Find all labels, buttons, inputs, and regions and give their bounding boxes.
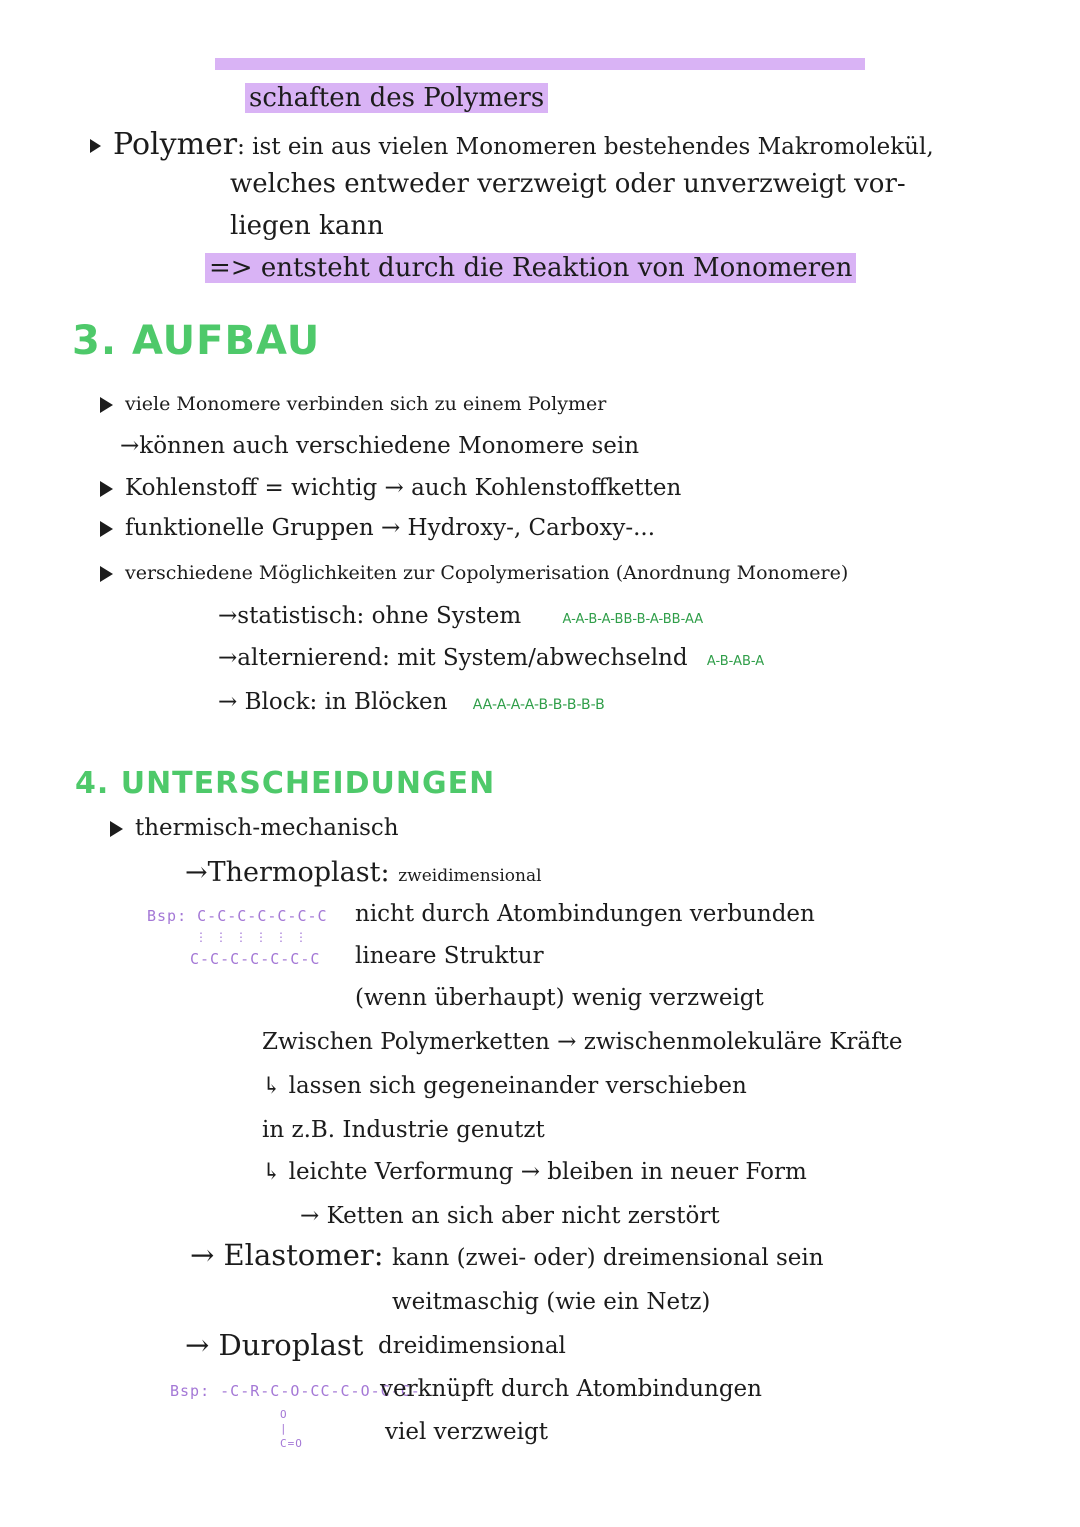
section-4-heading: 4. UNTERSCHEIDUNGEN <box>75 766 496 801</box>
thermo-point-2: lineare Struktur <box>355 943 544 969</box>
thermoplast-dim: zweidimensional <box>398 866 542 886</box>
polymer-def-3: liegen kann <box>230 211 384 241</box>
thermo-chain-1: C-C-C-C-C-C-C <box>197 907 328 925</box>
bullet-icon <box>100 481 113 497</box>
aufbau-item-1: viele Monomere verbinden sich zu einem Polymer <box>100 394 606 415</box>
bsp-label: Bsp: <box>147 907 188 925</box>
thermo-point-6: in z.B. Industrie genutzt <box>262 1117 545 1143</box>
bullet-icon <box>100 566 113 582</box>
copolymer-example-statistisch: A-A-B-A-BB-B-A-BB-AA <box>562 612 704 627</box>
elastomer-point-1: kann (zwei- oder) dreimensional sein <box>392 1245 824 1271</box>
thermo-point-3: (wenn überhaupt) wenig verzweigt <box>355 985 764 1011</box>
polymer-result: => entsteht durch die Reaktion von Monomeren <box>205 253 856 283</box>
thermo-point-4: Zwischen Polymerketten → zwischenmolekuläre Kräfte <box>262 1029 903 1055</box>
highlight-tail-line <box>245 84 548 113</box>
bullet-icon <box>100 397 113 413</box>
section-3-heading: 3. AUFBAU <box>72 318 321 364</box>
copolymer-alternierend: →alternierend: mit System/abwechselnd A-B-AB-A <box>218 645 765 671</box>
bsp-label: Bsp: <box>170 1382 211 1400</box>
aufbau-item-5: verschiedene Möglichkeiten zur Copolymerisation (Anordnung Monomere) <box>100 563 848 584</box>
thermo-point-7: ↳ leichte Verformung → bleiben in neuer Form <box>262 1159 807 1185</box>
thermo-point-8: → Ketten an sich aber nicht zerstört <box>300 1203 720 1229</box>
thermoplast-line: →Thermoplast: zweidimensional <box>185 857 542 888</box>
duro-point-3: viel verzweigt <box>385 1419 548 1445</box>
aufbau-item-3: Kohlenstoff = wichtig → auch Kohlenstoffketten <box>100 476 681 501</box>
polymer-def-1: : ist ein aus vielen Monomeren bestehendes Makromolekül, <box>237 134 934 160</box>
thermo-example-row-1 <box>147 907 328 925</box>
duro-chain: -C-R-C-O-CC-C-O-C-C- <box>220 1382 421 1400</box>
copolymer-example-alternierend: A-B-AB-A <box>706 654 765 669</box>
thermo-example-dots: ⋮⋮⋮⋮⋮⋮ <box>195 930 315 944</box>
polymer-def-2: welches entweder verzweigt oder unverzweigt vor- <box>230 169 906 199</box>
highlight-strip <box>215 58 865 70</box>
bullet-icon <box>110 821 123 837</box>
copolymer-statistisch: →statistisch: ohne System A-A-B-A-BB-B-A-BB-AA <box>218 603 704 629</box>
copolymer-example-block: AA-A-A-A-B-B-B-B-B <box>472 697 605 713</box>
thermo-example-row-2: C-C-C-C-C-C-C <box>190 950 321 968</box>
elastomer-label: → Elastomer: <box>190 1238 384 1272</box>
duro-point-1: dreidimensional <box>378 1333 566 1359</box>
copolymer-block: → Block: in Blöcken AA-A-A-A-B-B-B-B-B <box>218 689 605 715</box>
polymer-term: Polymer <box>113 127 238 162</box>
highlight-tail: schaften des Polymers <box>245 83 548 113</box>
thermo-point-5: ↳ lassen sich gegeneinander verschieben <box>262 1073 747 1099</box>
bullet-icon <box>90 139 101 153</box>
elastomer-point-2: weitmaschig (wie ein Netz) <box>392 1289 711 1315</box>
duro-point-2: verknüpft durch Atombindungen <box>380 1376 762 1402</box>
thermo-point-1: nicht durch Atombindungen verbunden <box>355 901 815 927</box>
aufbau-item-2: →können auch verschiedene Monomere sein <box>120 433 640 459</box>
polymer-definition-line-1 <box>90 128 934 161</box>
thermo-heading: thermisch-mechanisch <box>110 816 399 841</box>
duroplast-label: → Duroplast <box>185 1328 364 1362</box>
polymer-result-line <box>205 254 856 283</box>
duro-example-branch: O | C=O <box>280 1408 303 1450</box>
bullet-icon <box>100 521 113 537</box>
aufbau-item-4: funktionelle Gruppen → Hydroxy-, Carboxy-... <box>100 516 655 541</box>
